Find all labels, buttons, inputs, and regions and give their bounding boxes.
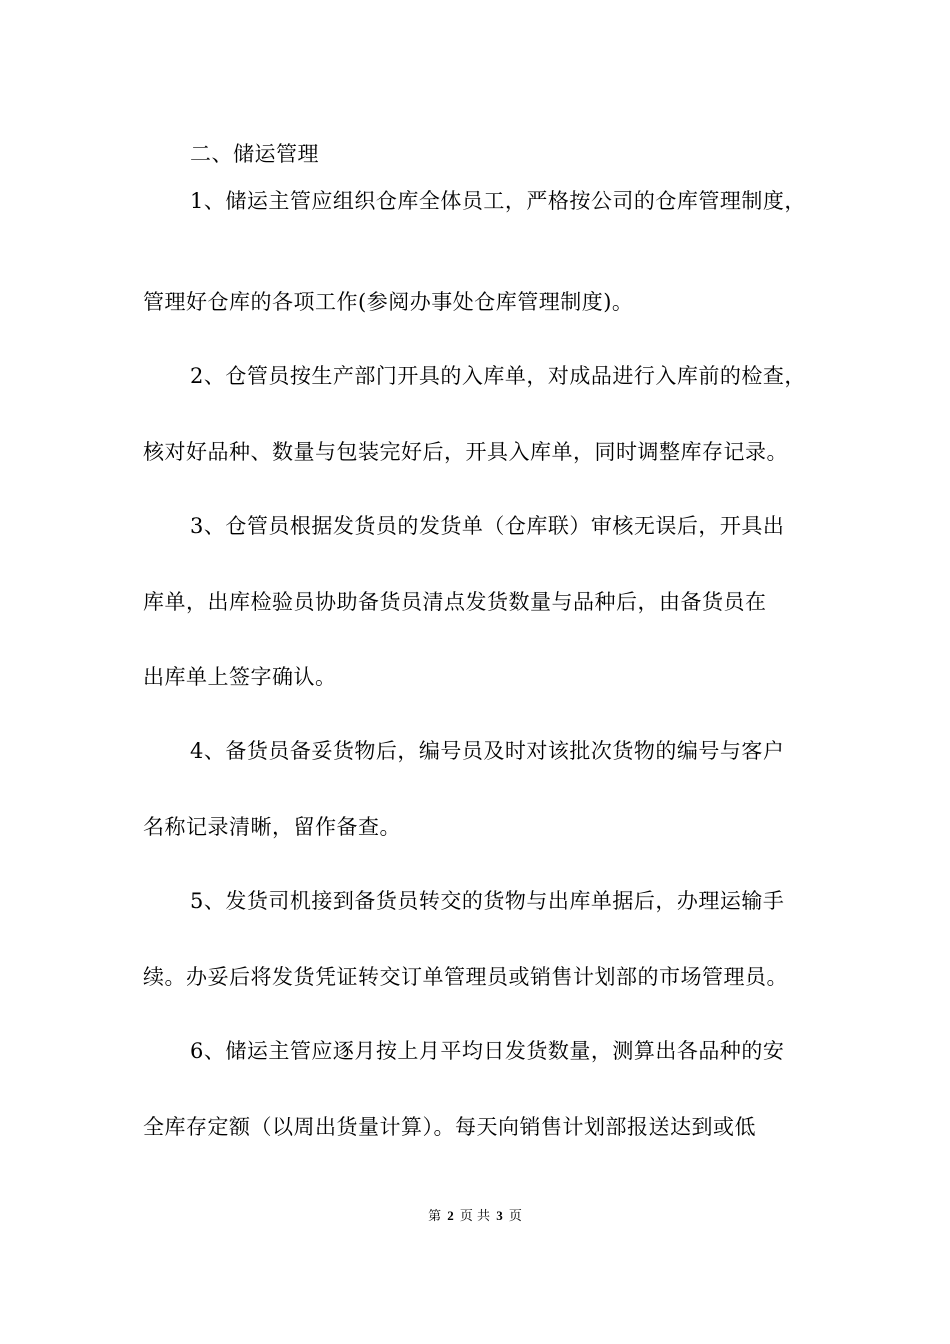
paragraph-line: 6、储运主管应逐月按上月平均日发货数量，测算出各品种的安 xyxy=(190,1039,785,1063)
footer-current-page: 2 xyxy=(447,1208,454,1223)
footer-prefix: 第 xyxy=(428,1209,442,1224)
footer-middle: 页 共 xyxy=(459,1209,491,1224)
paragraph-line: 全库存定额（以周出货量计算）。每天向销售计划部报送达到或低 xyxy=(143,1115,756,1139)
footer-suffix: 页 xyxy=(508,1209,522,1224)
paragraph-line: 名称记录清晰，留作备查。 xyxy=(143,815,401,839)
paragraph-line: 库单，出库检验员协助备货员清点发货数量与品种后，由备货员在 xyxy=(143,590,767,614)
paragraph-line: 3、仓管员根据发货员的发货单（仓库联）审核无误后，开具出 xyxy=(190,514,785,538)
paragraph-line: 续。办妥后将发货凭证转交订单管理员或销售计划部的市场管理员。 xyxy=(143,965,788,989)
paragraph-line: 出库单上签字确认。 xyxy=(143,665,337,689)
paragraph-line: 管理好仓库的各项工作(参阅办事处仓库管理制度)。 xyxy=(143,290,634,314)
paragraph-line: 2、仓管员按生产部门开具的入库单，对成品进行入库前的检查， xyxy=(190,364,806,388)
page-footer xyxy=(0,1208,950,1225)
footer-total-pages: 3 xyxy=(496,1208,503,1223)
paragraph-line: 1、储运主管应组织仓库全体员工，严格按公司的仓库管理制度， xyxy=(190,189,806,213)
section-title: 二、储运管理 xyxy=(190,142,319,166)
paragraph-line: 5、发货司机接到备货员转交的货物与出库单据后，办理运输手 xyxy=(190,889,785,913)
paragraph-line: 核对好品种、数量与包装完好后，开具入库单，同时调整库存记录。 xyxy=(143,440,788,464)
paragraph-line: 4、备货员备妥货物后，编号员及时对该批次货物的编号与客户 xyxy=(190,739,785,763)
